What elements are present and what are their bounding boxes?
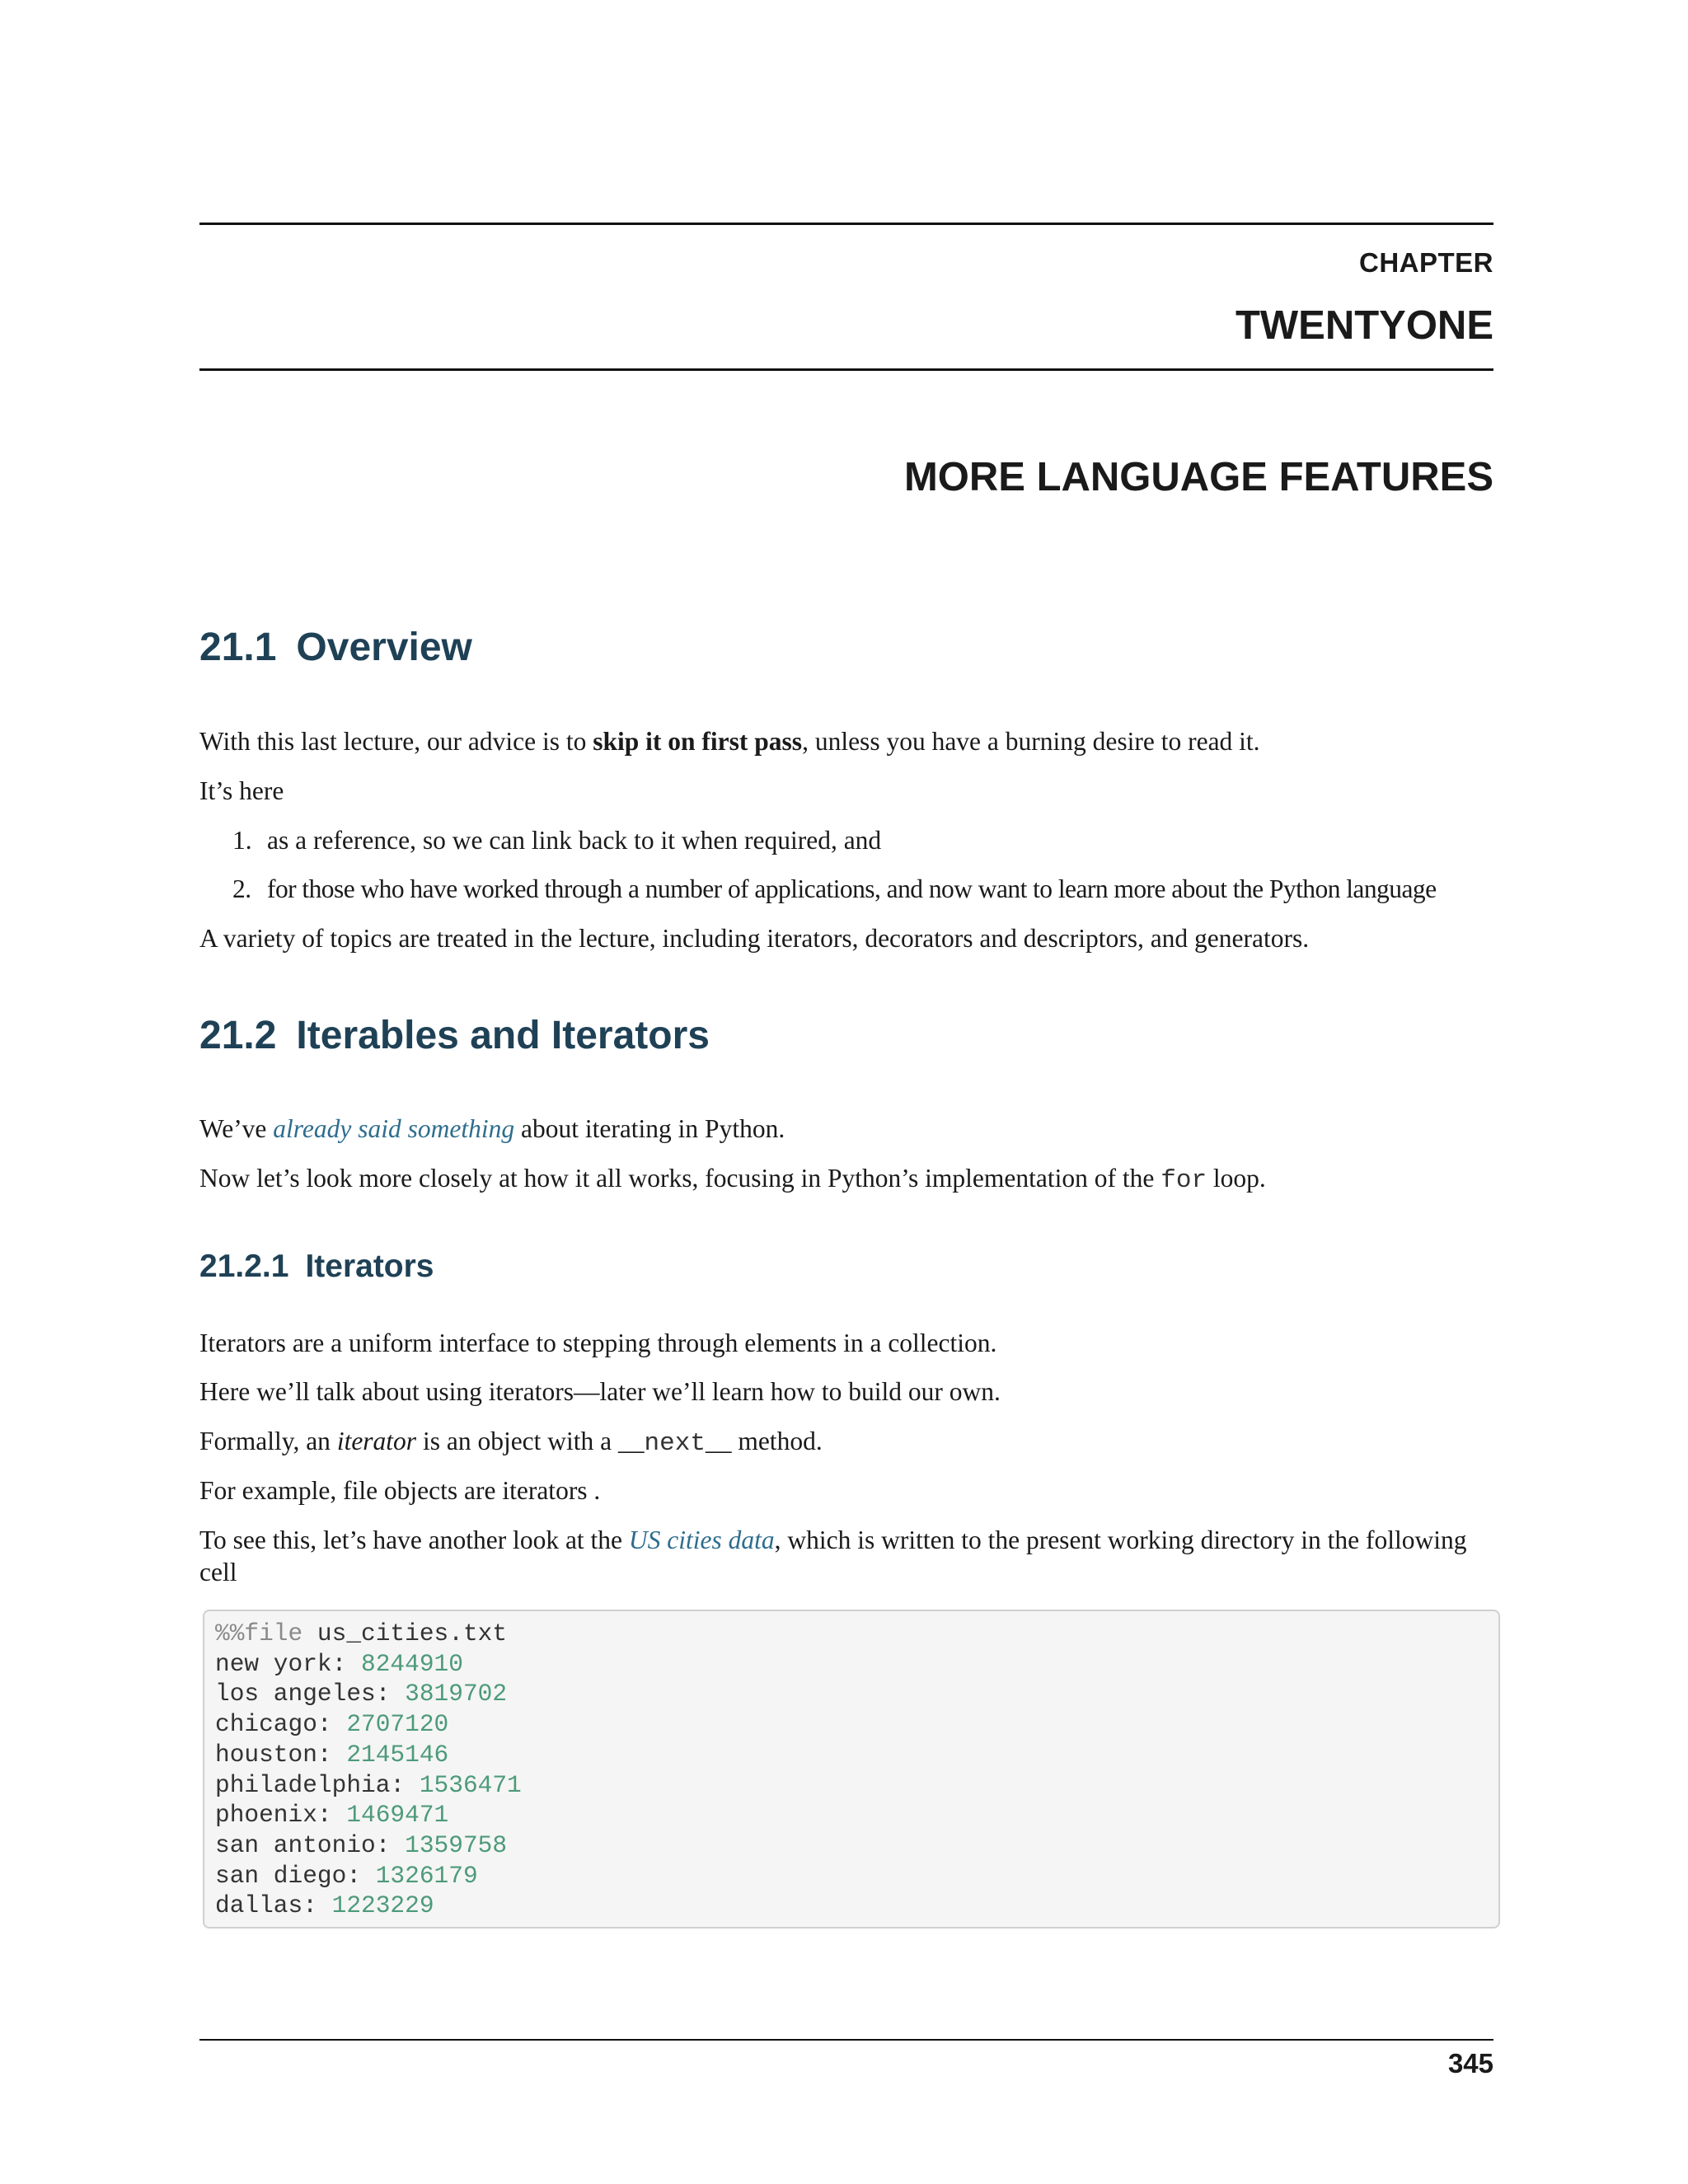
section-heading-iterables <box>199 1013 710 1058</box>
paragraph: Iterators are a uniform interface to stepping through elements in a collection. <box>199 1329 997 1357</box>
code-line <box>215 1891 522 1921</box>
city-population: 1223229 <box>331 1891 434 1920</box>
list-item <box>232 824 1502 856</box>
footer-rule <box>199 2039 1493 2041</box>
paragraph <box>199 1162 1498 1197</box>
underscores: __ <box>618 1427 645 1455</box>
page-number: 345 <box>1447 2048 1493 2079</box>
city-name: san antonio: <box>215 1830 406 1859</box>
chapter-number: TWENTYONE <box>1235 303 1493 348</box>
list-item-text: for those who have worked through a number of applications, and now want to learn more about the Python language <box>267 874 1437 903</box>
city-name: san diego: <box>215 1861 376 1890</box>
chapter-top-rule <box>199 223 1493 225</box>
bold-text: skip it on first pass <box>593 727 803 756</box>
text: Now let’s look more closely at how it all works, focusing in Python’s implementation of the <box>199 1164 1161 1193</box>
code-line <box>215 1679 522 1709</box>
city-population: 8244910 <box>361 1649 463 1678</box>
text: , which is written to the present working directory in the following cell <box>199 1526 1467 1586</box>
paragraph <box>199 725 1498 757</box>
text: about iterating in Python. <box>514 1114 785 1143</box>
paragraph <box>199 1524 1498 1588</box>
text: With this last lecture, our advice is to <box>199 727 593 756</box>
city-name: new york: <box>215 1649 362 1678</box>
city-name: phoenix: <box>215 1801 347 1830</box>
city-population: 1326179 <box>375 1861 478 1890</box>
section-heading-overview <box>199 625 472 670</box>
code-line <box>215 1649 522 1680</box>
code-line <box>215 1619 522 1649</box>
list-marker: 2. <box>232 874 251 903</box>
city-population: 1469471 <box>346 1801 449 1830</box>
code-line <box>215 1740 522 1770</box>
city-name: houston: <box>215 1740 347 1769</box>
italic-text: iterator <box>336 1427 417 1455</box>
text: loop. <box>1207 1164 1266 1193</box>
code-line <box>215 1861 522 1891</box>
text: , unless you have a burning desire to read it. <box>802 727 1260 756</box>
subsection-number: 21.2.1 <box>199 1249 289 1284</box>
chapter-bottom-rule <box>199 368 1493 371</box>
underscores: __ <box>705 1427 732 1455</box>
code-content <box>215 1619 522 1921</box>
code-line <box>215 1709 522 1740</box>
city-name: chicago: <box>215 1710 347 1739</box>
text: We’ve <box>199 1114 274 1143</box>
city-name: los angeles: <box>215 1680 406 1708</box>
section-title: Iterables and Iterators <box>296 1014 710 1057</box>
section-title: Overview <box>296 626 472 669</box>
subsection-heading-iterators <box>199 1249 434 1285</box>
paragraph: Here we’ll talk about using iterators—later we’ll learn how to build our own. <box>199 1377 1001 1406</box>
city-population: 1359758 <box>405 1830 508 1859</box>
city-population: 2145146 <box>346 1740 449 1769</box>
paragraph: For example, file objects are iterators . <box>199 1476 601 1505</box>
section-number: 21.2 <box>199 1014 277 1057</box>
code-filename: us_cities.txt <box>302 1619 508 1647</box>
code-line <box>215 1800 522 1830</box>
paragraph: It’s here <box>199 776 284 805</box>
city-name: philadelphia: <box>215 1770 420 1799</box>
already-said-something-link[interactable]: already said something <box>273 1114 515 1143</box>
text: Formally, an <box>199 1427 337 1455</box>
code-block[interactable] <box>203 1610 1500 1929</box>
paragraph <box>199 1425 1498 1460</box>
list-marker: 1. <box>232 826 252 855</box>
code-line <box>215 1830 522 1861</box>
text: is an object with a <box>416 1427 619 1455</box>
chapter-title: MORE LANGUAGE FEATURES <box>903 455 1493 499</box>
paragraph <box>199 1113 1498 1145</box>
text: method. <box>731 1427 823 1455</box>
city-population: 1536471 <box>419 1770 522 1799</box>
text: To see this, let’s have another look at the <box>199 1526 629 1554</box>
list-item <box>232 873 1518 905</box>
inline-code: next <box>644 1429 706 1458</box>
subsection-title: Iterators <box>305 1249 434 1284</box>
us-cities-data-link[interactable]: US cities data <box>628 1526 775 1554</box>
city-population: 2707120 <box>346 1710 449 1739</box>
inline-code: for <box>1160 1166 1207 1195</box>
section-number: 21.1 <box>199 626 277 669</box>
cell-magic: %%file <box>215 1619 303 1647</box>
list-item-text: as a reference, so we can link back to it when required, and <box>267 826 882 855</box>
code-line <box>215 1770 522 1801</box>
city-name: dallas: <box>215 1891 332 1920</box>
city-population: 3819702 <box>405 1680 508 1708</box>
chapter-label: CHAPTER <box>1358 247 1493 278</box>
paragraph: A variety of topics are treated in the lecture, including iterators, decorators and descriptors, and generators. <box>199 924 1310 953</box>
